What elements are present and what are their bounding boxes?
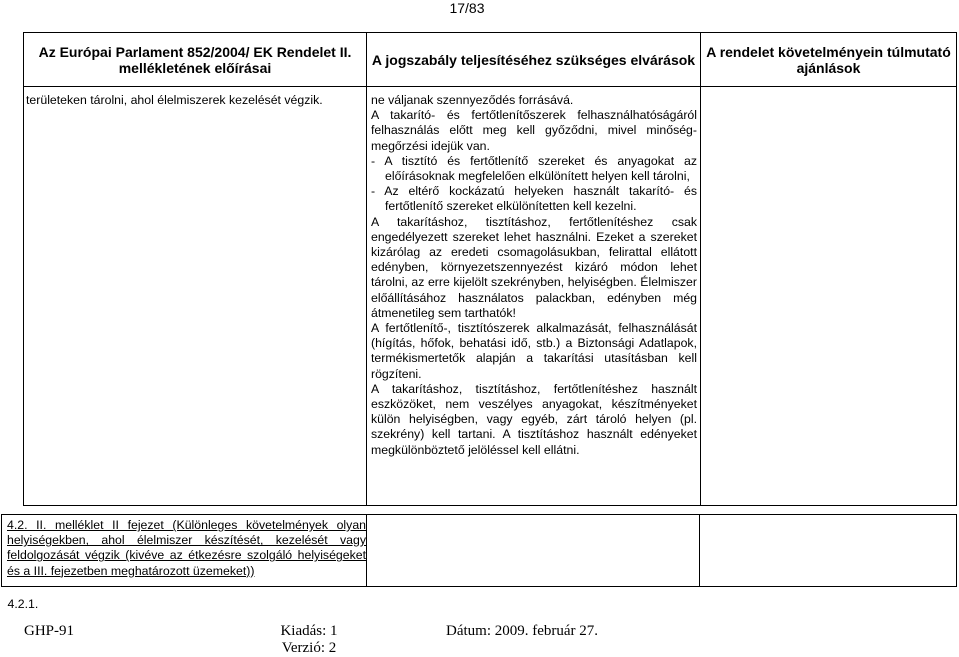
requirements-table: [23, 32, 957, 506]
subsection-cell: [2, 587, 957, 613]
header-col-recommendations: A rendelet követelményein túlmutató ajánlások: [701, 33, 957, 87]
paragraph: A takarító- és fertőtlenítőszerek felhasználhatóságáról felhasználás előtt meg kell győződni, mivel minőség-megőrzési idejük van.: [371, 108, 697, 153]
page-number: 17/83: [449, 0, 485, 16]
date-label: Dátum: 2009. február 27.: [446, 623, 599, 639]
version-info: [259, 623, 359, 657]
section-middle-cell: [367, 515, 700, 587]
section-title: 4.2. II. melléklet II fejezet (Különleges követelmények olyan helyiségekben, ahol élelmiszer készítését, kezelését vagy feldolgozását végzik (kivéve az étkezésre szolgáló helyiségeket és a III. fejezetben meghatározott üzemeket)): [7, 518, 366, 578]
list-item: - A tisztító és fertőtlenítő szereket és anyagokat az előírásoknak megfelelően elkülönített helyen kell tárolni,: [371, 153, 697, 184]
subsection-row: [2, 587, 957, 613]
document-code: GHP-91: [24, 623, 75, 639]
header-col-expectations: A jogszabály teljesítéséhez szükséges elvárások: [367, 33, 701, 87]
row-middle-text: [367, 87, 700, 458]
version-label: Verzió: 2: [281, 640, 337, 656]
section-title-cell: [2, 515, 367, 587]
section-row: [2, 515, 957, 587]
table-row: [24, 87, 957, 506]
section-right-cell: [700, 515, 957, 587]
paragraph: A fertőtlenítő-, tisztítószerek alkalmazását, felhasználását (hígítás, hőfok, behatási idő, stb.) a Biztonsági Adatlapok, termékismertetők alapján a takarítási utasításban kell rögzíteni.: [371, 321, 697, 381]
header-row: [24, 33, 957, 87]
header-col-regulation: Az Európai Parlament 852/2004/ EK Rendelet II. mellékletének előírásai: [24, 33, 367, 87]
edition-label: Kiadás: 1: [280, 623, 338, 639]
row-left-cell: [24, 87, 367, 506]
row-middle-cell: [367, 87, 701, 506]
row-left-text: területeken tárolni, ahol élelmiszerek kezelését végzik.: [26, 93, 323, 107]
paragraph: A takarításhoz, tisztításhoz, fertőtlenítéshez használt eszközöket, nem veszélyes anyagokat, készítményeket külön helyiségben, vagy egyéb, zárt tároló helyen (pl. szekrény) kell tartani. A tisztításhoz használt edényeket megkülönböztető jelöléssel kell ellátni.: [371, 381, 697, 457]
list-item: - Az eltérő kockázatú helyeken használt takarító- és fertőtlenítő szereket elkülönítetten kell kezelni.: [371, 184, 697, 214]
paragraph: ne váljanak szennyeződés forrásává.: [371, 93, 574, 107]
subsection-number: 4.2.1.: [7, 597, 39, 611]
paragraph: A takarításhoz, tisztításhoz, fertőtlenítéshez csak engedélyezett szereket lehet használni. Ezeket a szereket kizárólag az eredeti csomagolásukban, felirattal ellátott edényben, környezetszennyezést kizáró módon lehet tárolni, az erre kijelölt szekrényben, helyiségben. Élelmiszer előállításához használatos palackban, edényben még átmenetileg sem tarthatók!: [371, 214, 697, 320]
row-right-cell: [701, 87, 957, 506]
section-table: [1, 514, 957, 612]
